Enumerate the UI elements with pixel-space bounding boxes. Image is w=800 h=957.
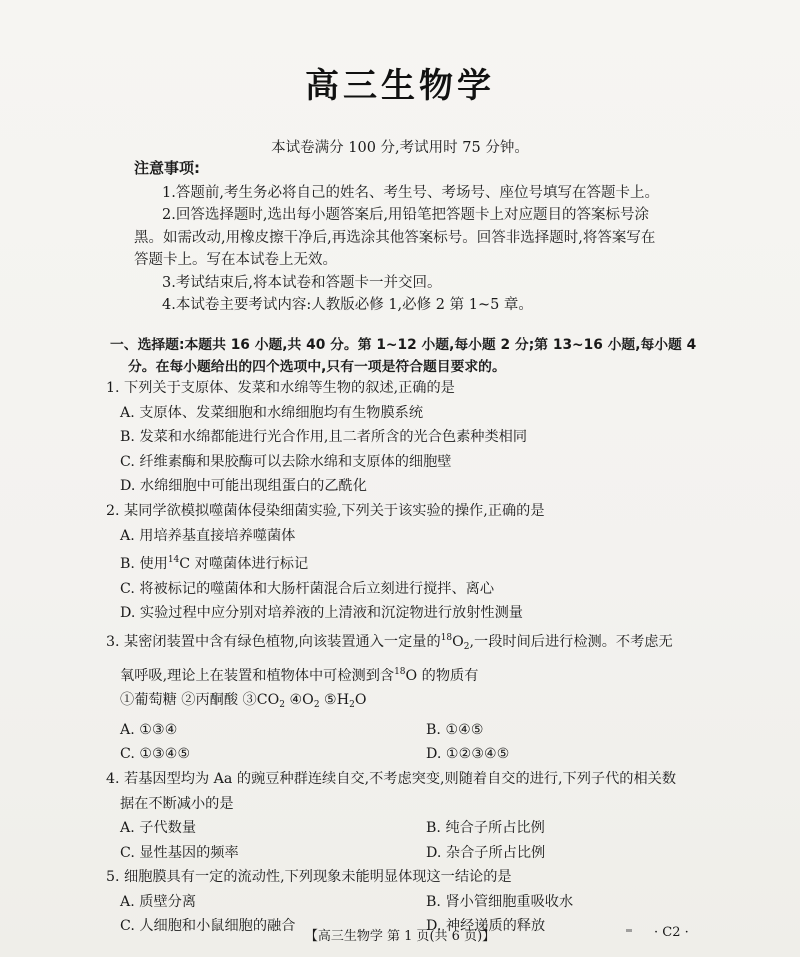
q3-l1-isotope: 18 <box>440 632 453 643</box>
notice-item-2 <box>134 204 694 272</box>
question-4-options-row-1 <box>106 816 706 841</box>
question-4 <box>106 767 706 865</box>
question-1-stem: 1. 下列关于支原体、发菜和水绵等生物的叙述,正确的是 <box>106 380 455 396</box>
notice-heading: 注意事项: <box>134 159 200 177</box>
q3-l2-pre: 氧呼吸,理论上在装置和植物体中可检测到含 <box>120 667 395 684</box>
q2-b-pre: B. 使用 <box>120 556 168 573</box>
question-3 <box>106 626 706 767</box>
question-3-option-a: A. ①③④ <box>120 721 178 738</box>
q2-b-post: C 对噬菌体进行标记 <box>179 556 309 573</box>
scan-mark <box>626 929 632 932</box>
section-heading-line-1: 一、选择题:本题共 16 小题,共 40 分。第 1~12 小题,每小题 2 分;第 13~16 小题,每小题 4 <box>110 337 697 353</box>
question-4-option-c: C. 显性基因的频率 <box>120 844 239 861</box>
question-1-option-c: C. 纤维素酶和果胶酶可以去除水绵和支原体的细胞壁 <box>120 453 452 470</box>
question-2 <box>106 499 706 626</box>
question-5-option-a: A. 质壁分离 <box>120 893 197 910</box>
notice-item-2-line-3: 答题卡上。写在本试卷上无效。 <box>134 252 337 268</box>
question-3-option-b: B. ①④⑤ <box>426 721 484 738</box>
question-5-option-c: C. 人细胞和小鼠细胞的融合 <box>120 918 296 935</box>
q2-b-isotope: 14 <box>167 555 180 566</box>
notice-item-1: 1.答题前,考生务必将自己的姓名、考生号、考场号、座位号填写在答题卡上。 <box>162 184 659 201</box>
question-2-option-d: D. 实验过程中应分别对培养液的上清液和沉淀物进行放射性测量 <box>120 605 523 622</box>
q3-l2-post: O 的物质有 <box>405 667 479 684</box>
question-1 <box>106 376 706 499</box>
q3-items-mid: ④O <box>284 692 314 709</box>
q3-items-pre: ①葡萄糖 ②丙酮酸 ③CO <box>120 692 280 709</box>
q3-l1-subscript: 2 <box>463 641 470 652</box>
question-4-option-d: D. 杂合子所占比例 <box>426 844 546 861</box>
question-3-options-row-1 <box>106 718 706 743</box>
question-3-option-d: D. ①②③④⑤ <box>426 746 510 763</box>
notice-block <box>134 157 694 317</box>
question-3-stem-line-2 <box>106 660 706 689</box>
q3-l1-oxygen: O <box>452 633 464 650</box>
question-1-option-b: B. 发菜和水绵都能进行光合作用,且二者所含的光合色素种类相同 <box>120 429 528 446</box>
q3-items-mid2: ⑤H <box>319 692 350 709</box>
q3-items-post: O <box>354 692 367 709</box>
notice-item-2-line-2: 黑。如需改动,用橡皮擦干净后,再选涂其他答案标号。回答非选择题时,将答案写在 <box>134 229 656 246</box>
question-3-stem-line-1 <box>106 626 706 660</box>
question-2-option-b <box>106 548 706 577</box>
question-2-option-c: C. 将被标记的噬菌体和大肠杆菌混合后立刻进行搅拌、离心 <box>120 580 495 597</box>
question-4-options-row-2 <box>106 841 706 866</box>
section-heading-line-2: 分。在每小题给出的四个选项中,只有一项是符合题目要求的。 <box>128 359 506 375</box>
question-4-stem-line-1: 4. 若基因型均为 Aa 的豌豆种群连续自交,不考虑突变,则随着自交的进行,下列子代的相关数 <box>106 770 677 787</box>
question-2-stem: 2. 某同学欲模拟噬菌体侵染细菌实验,下列关于该实验的操作,正确的是 <box>106 502 545 519</box>
question-5-option-d: D. 神经递质的释放 <box>426 918 546 935</box>
question-4-option-a: A. 子代数量 <box>120 820 197 837</box>
q3-items-sub2: 2 <box>313 700 320 711</box>
q3-l2-isotope: 18 <box>394 666 406 677</box>
q3-items-sub3: 2 <box>349 700 355 711</box>
exam-subtitle: 本试卷满分 100 分,考试用时 75 分钟。 <box>271 140 529 156</box>
question-1-option-d: D. 水绵细胞中可能出现组蛋白的乙酰化 <box>120 478 367 495</box>
exam-title: 高三生物学 <box>305 66 495 106</box>
section-heading <box>110 334 700 378</box>
notice-item-3: 3.考试结束后,将本试卷和答题卡一并交回。 <box>162 274 442 291</box>
q3-items-sub1: 2 <box>279 700 285 711</box>
notice-item-2-line-1: 2.回答选择题时,选出每小题答案后,用铅笔把答题卡上对应题目的答案标号涂 <box>162 207 650 223</box>
q3-l1-pre: 3. 某密闭装置中含有绿色植物,向该装置通入一定量的 <box>106 633 441 650</box>
question-4-stem-line-2: 据在不断减小的是 <box>120 795 234 812</box>
question-3-options-row-2 <box>106 742 706 767</box>
question-3-items <box>106 688 706 718</box>
question-2-option-a: A. 用培养基直接培养噬菌体 <box>120 527 296 544</box>
question-5-options-row-1 <box>106 890 706 915</box>
paper-code: · C2 · <box>654 925 689 940</box>
page-footer: 【高三生物学 第 1 页(共 6 页)】 <box>304 929 496 944</box>
question-5-option-b: B. 肾小管细胞重吸收水 <box>426 893 574 910</box>
question-1-option-a: A. 支原体、发菜细胞和水绵细胞均有生物膜系统 <box>120 404 424 421</box>
question-5-stem: 5. 细胞膜具有一定的流动性,下列现象未能明显体现这一结论的是 <box>106 869 512 886</box>
q3-l1-post: ,一段时间后进行检测。不考虑无 <box>469 633 673 650</box>
question-3-option-c: C. ①③④⑤ <box>120 746 191 763</box>
notice-item-4: 4.本试卷主要考试内容:人教版必修 1,必修 2 第 1~5 章。 <box>162 297 533 313</box>
question-4-option-b: B. 纯合子所占比例 <box>426 820 545 837</box>
question-list <box>106 376 706 939</box>
